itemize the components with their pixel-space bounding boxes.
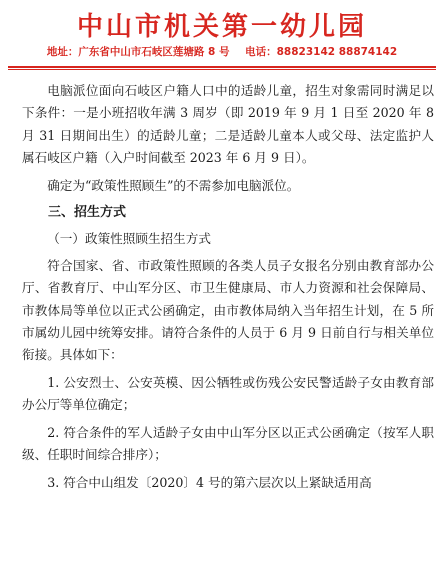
header-rule-thick (8, 66, 436, 68)
list-item-3: 3. 符合中山组发〔2020〕4 号的第六层次以上紧缺适用高 (47, 474, 372, 490)
header-rule-thin (8, 69, 436, 70)
contact-line (0, 44, 444, 59)
paragraph-policy-admission: 符合国家、省、市政策性照顾的各类人员子女报名分别由教育部办公厅、省教育厅、中山军分区、市卫生健康局、市人力资源和社会保障局、市教体局等单位以正式公函确定，由市教体局纳入当年招生计划，在 5 所市属幼儿园中统筹安排。请符合条件的人员于 6 月 9 日前自行与相关单位衔接。具体如下： (22, 257, 434, 363)
letterhead (0, 0, 444, 72)
address-text: 地址：广东省中山市石岐区莲塘路 8 号 (46, 46, 230, 58)
org-title: 中山市机关第一幼儿园 (76, 12, 367, 42)
list-item-1: 1. 公安烈士、公安英模、因公牺牲或伤残公安民警适龄子女由教育部办公厅等单位确定； (22, 374, 434, 413)
paragraph-eligibility: 电脑派位面向石岐区户籍人口中的适龄儿童，招生对象需同时满足以下条件：一是小班招收年满 3 周岁（即 2019 年 9 月 1 日至 2020 年 8 月 31 日期间出生）的适龄儿童；二是适龄儿童本人或父母、法定监护人属石岐区户籍（入户时间截至 2023 年 6 月 9 日）。 (22, 83, 434, 166)
paragraph-policy-note: 确定为“政策性照顾生”的不需参加电脑派位。 (47, 177, 300, 193)
document-body (22, 80, 434, 499)
section-subheading: （一）政策性照顾生招生方式 (47, 231, 211, 247)
list-item-2: 2. 符合条件的军人适龄子女由中山军分区以正式公函确定（按军人职级、任职时间综合排序）； (22, 424, 434, 463)
section-heading: 三、招生方式 (48, 205, 127, 221)
phone-text: 电话：88823142 88874142 (245, 46, 398, 58)
